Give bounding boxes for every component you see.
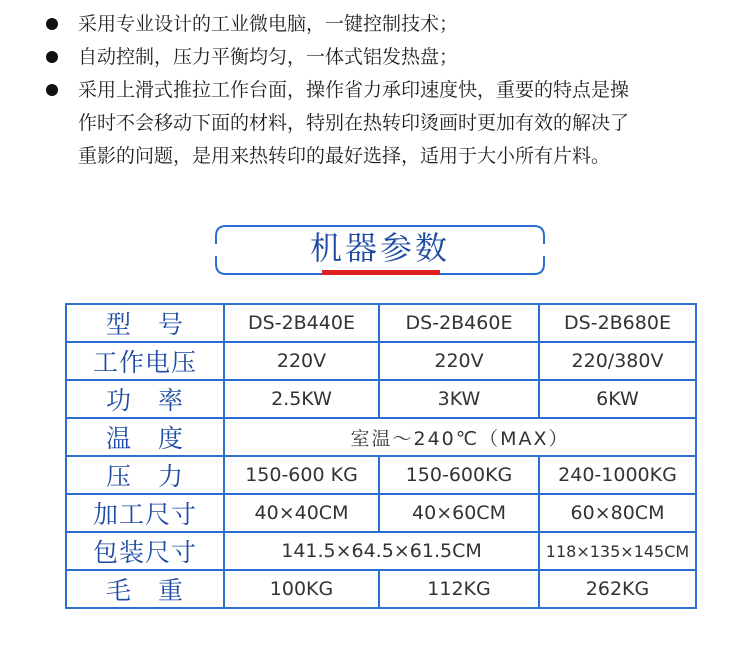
value-cell: 112KG [379,570,539,608]
row-label: 温 度 [66,418,224,456]
section-title: 机器参数 [309,229,450,267]
row-label: 功 率 [66,380,224,418]
feature-item [46,8,726,41]
model-cell: DS-2B460E [379,304,539,342]
model-cell: DS-2B440E [224,304,379,342]
title-underline [322,270,440,275]
feature-text: 重影的问题，是用来热转印的最好选择，适用于大小所有片料。 [78,145,611,167]
table-row [66,418,696,456]
value-cell: 220V [224,342,379,380]
feature-item-continuation [46,107,726,140]
row-label: 加工尺寸 [66,494,224,532]
value-cell: 240-1000KG [539,456,696,494]
row-label: 压 力 [66,456,224,494]
value-cell: 2.5KW [224,380,379,418]
value-cell: 6KW [539,380,696,418]
feature-text: 采用专业设计的工业微电脑，一键控制技术； [78,13,459,35]
table-row [66,342,696,380]
bullet-dot-icon [46,51,58,63]
value-cell: 262KG [539,570,696,608]
value-cell: 220V [379,342,539,380]
bullet-dot-icon [46,18,58,30]
row-label: 型 号 [66,304,224,342]
feature-item [46,41,726,74]
table-row [66,532,696,570]
feature-text: 采用上滑式推拉工作台面，操作省力承印速度快，重要的特点是操 [78,79,630,101]
value-cell: 3KW [379,380,539,418]
table-row [66,570,696,608]
feature-text: 自动控制，压力平衡均匀，一体式铝发热盘； [78,46,459,68]
table-row [66,494,696,532]
value-cell: 150-600 KG [224,456,379,494]
bullet-dot-icon [46,84,58,96]
value-cell: 118×135×145CM [539,532,696,570]
value-cell: 150-600KG [379,456,539,494]
row-label: 包装尺寸 [66,532,224,570]
spec-table [65,303,697,609]
row-label: 毛 重 [66,570,224,608]
value-cell: 60×80CM [539,494,696,532]
feature-list [46,8,726,173]
section-header [212,222,548,278]
feature-item-continuation [46,140,726,173]
model-cell: DS-2B680E [539,304,696,342]
value-cell: 220/380V [539,342,696,380]
table-row [66,380,696,418]
feature-text: 作时不会移动下面的材料，特别在热转印烫画时更加有效的解决了 [78,112,630,134]
value-cell: 室温～240℃（MAX） [224,418,696,456]
value-cell: 40×40CM [224,494,379,532]
feature-item [46,74,726,107]
table-row [66,456,696,494]
value-cell: 40×60CM [379,494,539,532]
row-label: 工作电压 [66,342,224,380]
value-cell: 100KG [224,570,379,608]
value-cell: 141.5×64.5×61.5CM [224,532,539,570]
table-row [66,304,696,342]
